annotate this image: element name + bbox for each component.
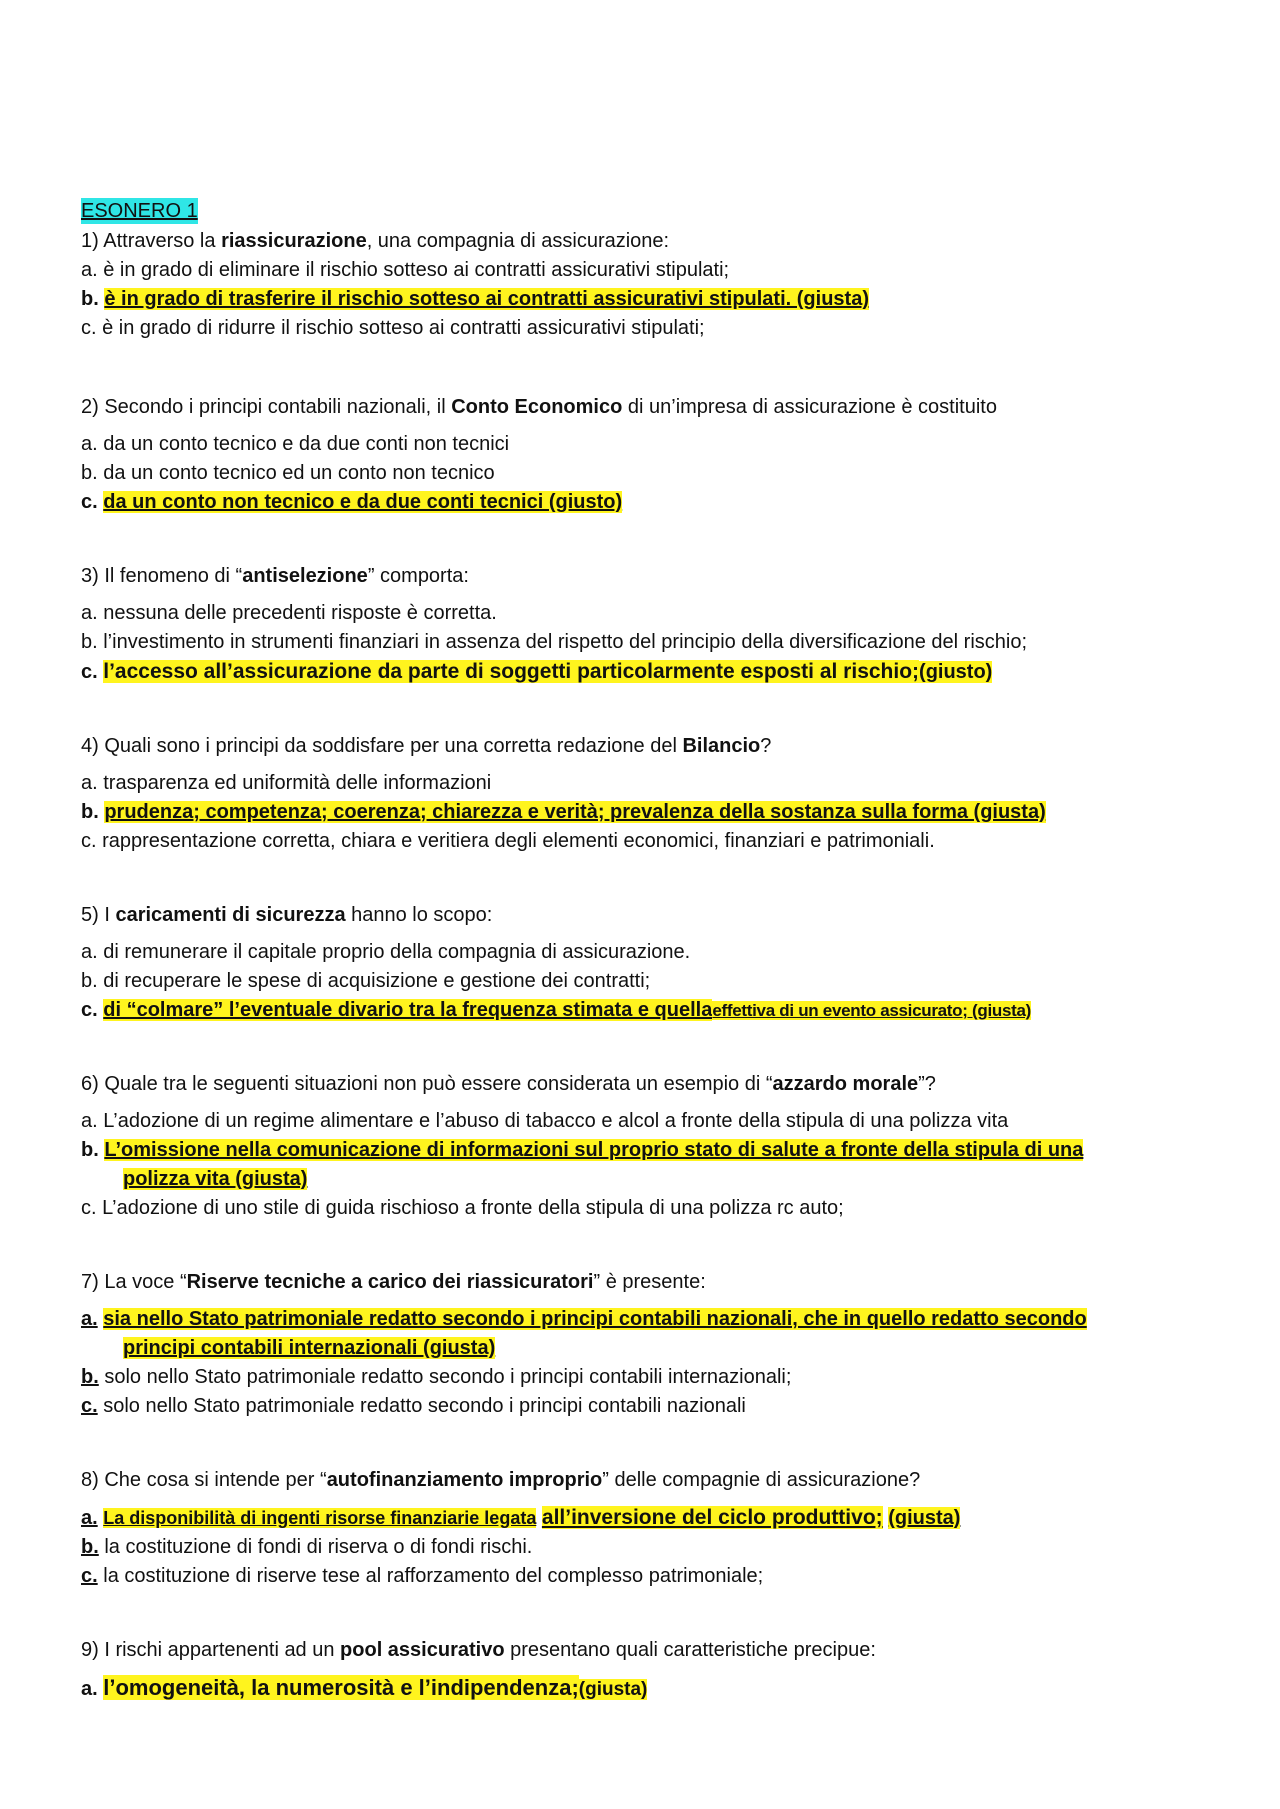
question-3 bbox=[81, 562, 1201, 687]
option-a: a. di remunerare il capitale proprio della compagnia di assicurazione. bbox=[81, 941, 691, 963]
option-c-correct: c. di “colmare” l’eventuale divario tra la frequenza stimata e quellaeffettiva di un evento assicurato; (giusta) bbox=[81, 999, 1032, 1021]
option-c-correct: c. da un conto non tecnico e da due conti tecnici (giusto) bbox=[81, 491, 623, 513]
question-8 bbox=[81, 1466, 1201, 1591]
question-text: 7) La voce “Riserve tecniche a carico dei riassicuratori” è presente: bbox=[81, 1271, 706, 1293]
option-b: b. l’investimento in strumenti finanziari in assenza del rispetto del principio della diversificazione del rischio; bbox=[81, 631, 1028, 653]
question-text: 4) Quali sono i principi da soddisfare per una corretta redazione del Bilancio? bbox=[81, 735, 772, 757]
question-6 bbox=[81, 1070, 1201, 1223]
option-a: a. trasparenza ed uniformità delle informazioni bbox=[81, 772, 492, 794]
option-a-correct: a. sia nello Stato patrimoniale redatto secondo i principi contabili nazionali, che in quello redatto secondo bbox=[81, 1308, 1087, 1330]
question-2 bbox=[81, 393, 1201, 517]
question-text: 8) Che cosa si intende per “autofinanziamento improprio” delle compagnie di assicurazione? bbox=[81, 1469, 921, 1491]
option-c: c. è in grado di ridurre il rischio sotteso ai contratti assicurativi stipulati; bbox=[81, 317, 705, 339]
option-c: c. rappresentazione corretta, chiara e veritiera degli elementi economici, finanziari e patrimoniali. bbox=[81, 830, 935, 852]
option-b-correct: b. è in grado di trasferire il rischio sotteso ai contratti assicurativi stipulati. (giusta) bbox=[81, 288, 869, 310]
option-c: c. L’adozione di uno stile di guida rischioso a fronte della stipula di una polizza rc auto; bbox=[81, 1197, 844, 1219]
option-a: a. è in grado di eliminare il rischio sotteso ai contratti assicurativi stipulati; bbox=[81, 259, 730, 281]
option-a: a. L’adozione di un regime alimentare e l’abuso di tabacco e alcol a fronte della stipula di una polizza vita bbox=[81, 1110, 1009, 1132]
question-1 bbox=[81, 227, 1201, 343]
option-b: b. la costituzione di fondi di riserva o di fondi rischi. bbox=[81, 1536, 533, 1558]
option-b: b. da un conto tecnico ed un conto non tecnico bbox=[81, 462, 495, 484]
question-text: 3) Il fenomeno di “antiselezione” comporta: bbox=[81, 565, 469, 587]
option-a-correct: a. l’omogeneità, la numerosità e l’indipendenza;(giusta) bbox=[81, 1675, 648, 1700]
option-b-correct: b. L’omissione nella comunicazione di informazioni sul proprio stato di salute a fronte della stipula di una bbox=[81, 1139, 1084, 1161]
page-title: ESONERO 1 bbox=[81, 200, 198, 222]
question-text: 9) I rischi appartenenti ad un pool assicurativo presentano quali caratteristiche precipue: bbox=[81, 1639, 876, 1661]
option-b-correct: b. prudenza; competenza; coerenza; chiarezza e verità; prevalenza della sostanza sulla forma (giusta) bbox=[81, 801, 1046, 823]
question-text: 1) Attraverso la riassicurazione, una compagnia di assicurazione: bbox=[81, 230, 670, 252]
question-text: 5) I caricamenti di sicurezza hanno lo scopo: bbox=[81, 904, 493, 926]
question-text: 2) Secondo i principi contabili nazionali, il Conto Economico di un’impresa di assicurazione è costituito bbox=[81, 396, 997, 418]
option-b: b. di recuperare le spese di acquisizione e gestione dei contratti; bbox=[81, 970, 651, 992]
option-b: b. solo nello Stato patrimoniale redatto secondo i principi contabili internazionali; bbox=[81, 1366, 792, 1388]
question-text: 6) Quale tra le seguenti situazioni non può essere considerata un esempio di “azzardo morale”? bbox=[81, 1073, 936, 1095]
question-9 bbox=[81, 1636, 1201, 1704]
question-5 bbox=[81, 901, 1201, 1025]
option-c: c. solo nello Stato patrimoniale redatto secondo i principi contabili nazionali bbox=[81, 1395, 746, 1417]
option-a: a. nessuna delle precedenti risposte è corretta. bbox=[81, 602, 497, 624]
option-c: c. la costituzione di riserve tese al rafforzamento del complesso patrimoniale; bbox=[81, 1565, 764, 1587]
option-b-continuation: polizza vita (giusta) bbox=[123, 1168, 308, 1190]
question-4 bbox=[81, 732, 1201, 856]
option-a-correct: a. La disponibilità di ingenti risorse finanziarie legata all’inversione del ciclo produttivo; (giusta) bbox=[81, 1506, 961, 1529]
question-7 bbox=[81, 1268, 1201, 1421]
option-c-correct: c. l’accesso all’assicurazione da parte di soggetti particolarmente esposti al rischio;(giusto) bbox=[81, 660, 993, 683]
option-a: a. da un conto tecnico e da due conti non tecnici bbox=[81, 433, 510, 455]
exam-content bbox=[81, 198, 1201, 1749]
option-a-continuation: principi contabili internazionali (giusta) bbox=[123, 1337, 496, 1359]
